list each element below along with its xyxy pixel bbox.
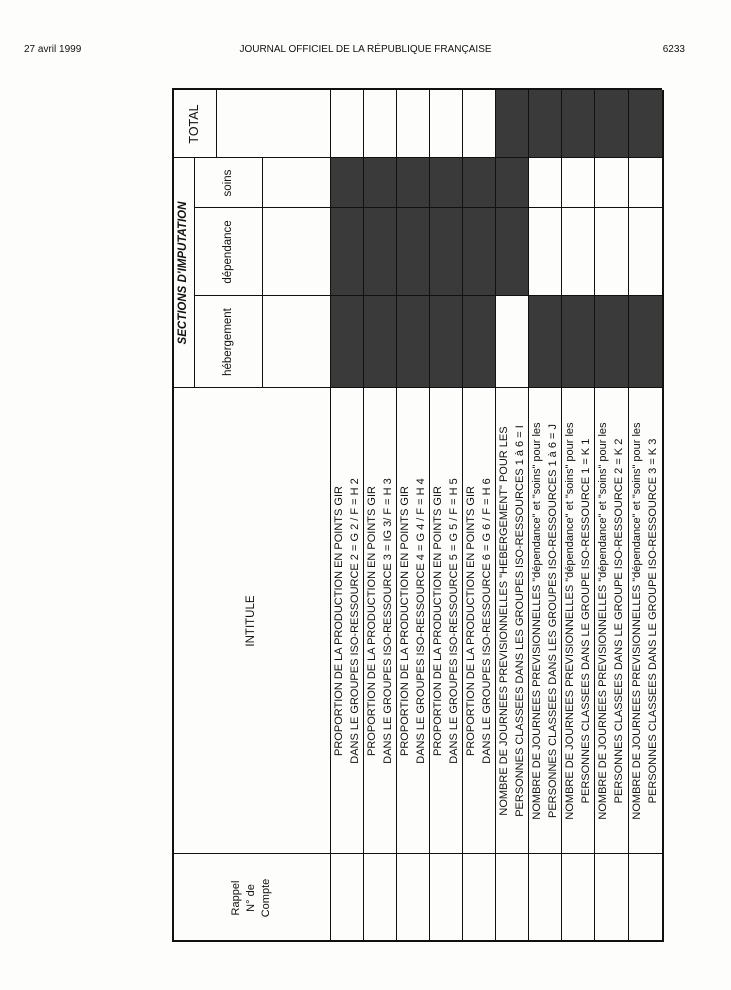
col-header-soins: soins: [222, 169, 234, 197]
imputation-table: [172, 90, 662, 942]
col-header-rappel: Rappel N° de Compte: [229, 878, 272, 918]
table-row: [397, 388, 429, 854]
shaded-cell: [495, 90, 662, 158]
grid-line: [194, 207, 662, 208]
grid-line: [495, 90, 496, 942]
grid-line: [172, 90, 174, 158]
table-row: [595, 388, 627, 854]
shaded-cell: [528, 296, 662, 388]
row-line-2: DANS LE GROUPES ISO-RESSOURCE 3 = IG 3/ F = H 3: [381, 478, 394, 764]
grid-line: [172, 158, 174, 388]
grid-line: [429, 90, 430, 942]
grid-line: [172, 388, 174, 942]
row-line-1: PROPORTION DE LA PRODUCTION EN POINTS GIR: [398, 486, 411, 756]
row-line-1: PROPORTION DE LA PRODUCTION EN POINTS GIR: [464, 486, 477, 756]
row-line-2: PERSONNES CLASSEES DANS LES GROUPES ISO-RESSOURCES 1 à 6 = J: [546, 424, 559, 818]
row-line-2: PERSONNES CLASSEES DANS LE GROUPE ISO-RESSOURCE 1 = K 1: [579, 438, 592, 804]
col-header-intitule: INTITULE: [245, 595, 257, 647]
grid-line: [216, 90, 217, 158]
row-line-2: DANS LE GROUPES ISO-RESSOURCE 6 = G 6 / F = H 6: [480, 478, 493, 764]
grid-line: [462, 90, 463, 942]
row-line-2: PERSONNES CLASSEES DANS LES GROUPES ISO-RESSOURCES 1 à 6 = I: [513, 425, 526, 817]
row-line-2: PERSONNES CLASSEES DANS LE GROUPE ISO-RESSOURCE 3 = K 3: [647, 438, 659, 804]
header-page-number: 6233: [662, 44, 685, 55]
grid-line: [194, 295, 662, 296]
shaded-cell: [330, 158, 495, 388]
grid-line: [396, 90, 397, 942]
grid-line: [194, 158, 195, 388]
header-journal-title: JOURNAL OFFICIEL DE LA RÉPUBLIQUE FRANÇAISE: [239, 44, 492, 55]
col-header-hebergement: hébergement: [222, 308, 234, 376]
table-row: [331, 388, 363, 854]
grid-line: [561, 90, 562, 942]
table-row: [529, 388, 561, 854]
row-line-1: NOMBRE DE JOURNEES PREVISIONNELLES "HEBERGEMENT" POUR LES: [497, 426, 510, 816]
row-line-1: PROPORTION DE LA PRODUCTION EN POINTS GIR: [332, 486, 345, 756]
grid-line: [594, 90, 595, 942]
table-row: [430, 388, 462, 854]
row-line-2: PERSONNES CLASSEES DANS LE GROUPE ISO-RESSOURCE 2 = K 2: [613, 438, 625, 804]
grid-line: [172, 89, 662, 91]
table-row: [463, 388, 495, 854]
row-line-2: DANS LE GROUPES ISO-RESSOURCE 2 = G 2 / F = H 2: [348, 478, 361, 764]
row-line-1: NOMBRE DE JOURNEES PREVISIONNELLES "dépendance" et "soins" pour les: [631, 422, 643, 820]
table-row: [562, 388, 594, 854]
grid-line: [528, 90, 529, 942]
grid-line: [363, 90, 364, 942]
row-line-1: NOMBRE DE JOURNEES PREVISIONNELLES "dépendance" et "soins" pour les: [530, 422, 543, 820]
grid-line: [330, 90, 331, 942]
grid-line: [628, 90, 629, 942]
grid-line: [662, 90, 664, 942]
table-row: [629, 388, 661, 854]
table-row: [364, 388, 396, 854]
grid-line: [172, 387, 662, 388]
col-header-total: TOTAL: [187, 104, 201, 144]
grid-line: [262, 158, 263, 388]
header-date: 27 avril 1999: [24, 44, 82, 55]
row-line-1: NOMBRE DE JOURNEES PREVISIONNELLES "dépendance" et "soins" pour les: [597, 422, 609, 820]
row-line-1: PROPORTION DE LA PRODUCTION EN POINTS GIR: [365, 486, 378, 756]
col-header-sections: SECTIONS D'IMPUTATION: [177, 201, 189, 345]
grid-line: [172, 853, 662, 854]
table-row: [496, 388, 528, 854]
row-line-1: NOMBRE DE JOURNEES PREVISIONNELLES "dépendance" et "soins" pour les: [563, 422, 576, 820]
row-line-2: DANS LE GROUPES ISO-RESSOURCE 4 = G 4 / F = H 4: [414, 478, 427, 764]
col-header-dependance: dépendance: [222, 220, 234, 284]
shaded-cell: [495, 158, 528, 296]
row-line-1: PROPORTION DE LA PRODUCTION EN POINTS GIR: [431, 486, 444, 756]
grid-line: [172, 157, 662, 158]
row-line-2: DANS LE GROUPES ISO-RESSOURCE 5 = G 5 / F = H 5: [447, 478, 460, 764]
grid-line: [172, 941, 662, 943]
